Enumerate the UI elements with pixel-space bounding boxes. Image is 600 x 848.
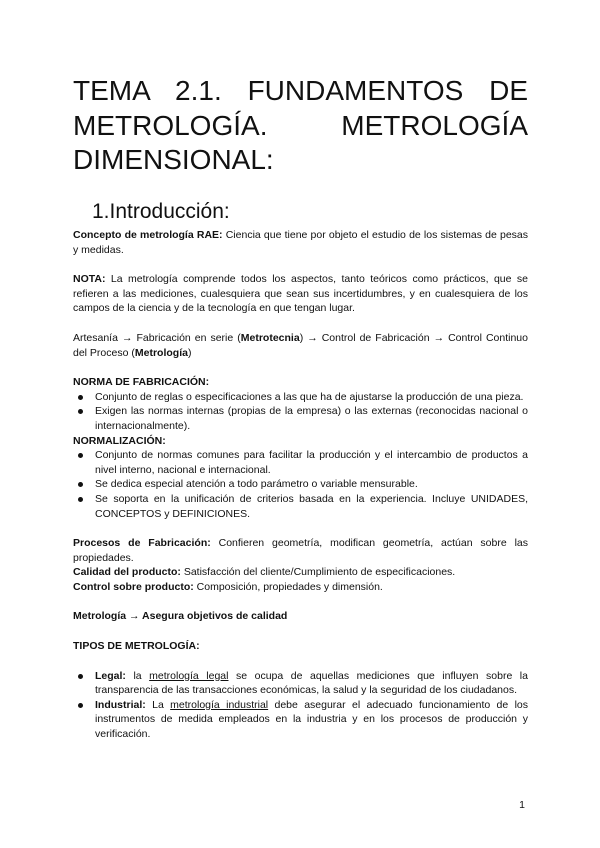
metrologia-legal-link[interactable]: metrología legal xyxy=(149,669,229,682)
document-body xyxy=(73,228,528,742)
normalizacion-list xyxy=(73,448,528,521)
artesania-paragraph xyxy=(73,331,528,360)
norma-heading: NORMA DE FABRICACIÓN: xyxy=(73,376,210,389)
list-item: Conjunto de normas comunes para facilitar la producción y el intercambio de productos a nivel interno, nacional e internacional. xyxy=(73,448,528,477)
list-item: Exigen las normas internas (propias de la empresa) o las externas (reconocidas nacional o internacionalmente). xyxy=(73,404,528,433)
artesania-text-e: ) xyxy=(187,346,192,359)
list-item: Conjunto de reglas o especificaciones a las que ha de ajustarse la producción de una pieza. xyxy=(73,390,528,405)
nota-label: NOTA: xyxy=(73,273,106,286)
concepto-label: Concepto de metrología RAE: xyxy=(73,229,223,241)
tipos-heading: TIPOS DE METROLOGÍA: xyxy=(73,640,200,653)
procesos-paragraph xyxy=(73,536,528,565)
list-item-legal: Legal: la metrología legal se ocupa de aquellas mediciones que influyen sobre la transparencia de las transacciones económicas, la salud y la seguridad de los ciudadanos. xyxy=(73,669,528,698)
procesos-text: Confieren geometría, modifican geometría, actúan sobre las propiedades. xyxy=(73,537,528,564)
title-line-2: METROLOGÍA. METROLOGÍA xyxy=(73,109,528,141)
metrologia-objetivo: Metrología → Asegura objetivos de calidad xyxy=(73,610,288,623)
nota-paragraph xyxy=(73,272,528,316)
concepto-paragraph xyxy=(73,228,528,257)
artesania-text-a: Artesanía → Fabricación en serie ( xyxy=(73,331,241,344)
metrologia-term: Metrología xyxy=(134,346,188,359)
calidad-paragraph xyxy=(73,565,528,580)
procesos-label: Procesos de Fabricación: xyxy=(73,537,211,550)
title-line-1: TEMA 2.1. FUNDAMENTOS DE xyxy=(73,75,528,106)
control-label: Control sobre producto: xyxy=(73,580,194,593)
artesania-text-c: ) → Control de Fabricación → Control Continuo del Proceso ( xyxy=(73,331,528,359)
metrotecnia-term: Metrotecnia xyxy=(240,331,300,344)
norma-list xyxy=(73,390,528,434)
title-line-3: DIMENSIONAL: xyxy=(73,144,274,175)
list-item: Se soporta en la unificación de criterios basada en la experiencia. Incluye UNIDADES, CONCEPTOS y DEFINICIONES. xyxy=(73,492,528,521)
page-number: 1 xyxy=(519,799,525,811)
list-item-industrial: Industrial: La metrología industrial debe asegurar el adecuado funcionamiento de los instrumentos de medida empleados en la industria y en los procesos de producción y verificación. xyxy=(73,698,528,742)
calidad-text: Satisfacción del cliente/Cumplimiento de especificaciones. xyxy=(180,566,456,579)
nota-text: La metrología comprende todos los aspectos, tanto teóricos como prácticos, que se refieren a las mediciones, cualesquiera que sean sus incertidumbres, y en cualesquiera de los campos de la ciencia y de la tecnología en que tengan lugar. xyxy=(73,273,528,315)
calidad-label: Calidad del producto: xyxy=(73,566,181,579)
control-paragraph xyxy=(73,580,528,595)
normalizacion-heading: NORMALIZACIÓN: xyxy=(73,434,166,447)
section-heading-introduccion: 1.Introducción: xyxy=(92,200,230,223)
control-text: Composición, propiedades y dimensión. xyxy=(193,580,383,593)
list-item: Se dedica especial atención a todo parámetro o variable mensurable. xyxy=(73,477,528,492)
concepto-text: Ciencia que tiene por objeto el estudio de los sistemas de pesas y medidas. xyxy=(73,229,528,256)
document-title xyxy=(73,74,528,178)
tipos-list xyxy=(73,669,528,742)
metrologia-industrial-link[interactable]: metrología industrial xyxy=(170,698,269,711)
